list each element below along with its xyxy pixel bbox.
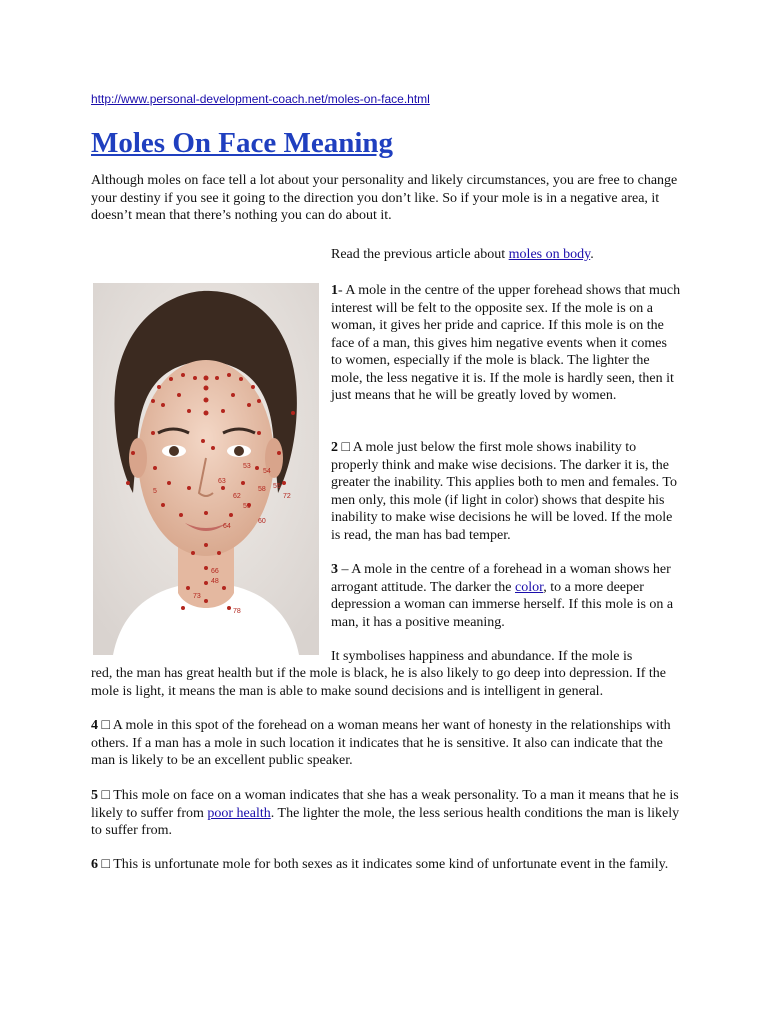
svg-text:63: 63 xyxy=(218,478,226,485)
svg-text:66: 66 xyxy=(211,568,219,575)
item-text: A mole in the centre of a forehead in a woman shows her arrogant attitude. The darker the xyxy=(331,562,671,595)
item-text: A mole in the centre of the upper forehead shows that much interest will be felt to the opposite sex. If the mole is on a woman, it gives her pride and caprice. If this mole is on the face of a man, this gives him negative events when it comes to women, especially if the mole is black. The lighter the mole, the less negative it is. If the mole is hardly seen, then it just means that he will be greatly loved by women. xyxy=(331,283,681,403)
item-separator: - xyxy=(338,283,346,298)
item-1 xyxy=(331,282,681,405)
item-text: This mole on face on a woman indicates that she has a weak personality. To a man it means that he is likely to suffer from xyxy=(91,788,679,821)
poor-health-link[interactable]: poor health xyxy=(207,805,271,821)
item-separator: □ xyxy=(98,788,114,803)
page-title: Moles On Face Meaning xyxy=(91,127,394,159)
item-text: This is unfortunate mole for both sexes as it indicates some kind of unfortunate event in the family. xyxy=(113,857,669,872)
svg-text:54: 54 xyxy=(263,468,271,475)
item-2 xyxy=(331,439,681,544)
item-number: 2 xyxy=(331,440,338,455)
previous-article-line xyxy=(331,246,681,264)
item-separator: □ xyxy=(338,440,353,455)
symbolises-paragraph: red, the man has great health but if the mole is black, he is also likely to go deep into depression. If the mole is light, it means the man is able to make sound decisions and is intelligent in general. xyxy=(91,666,667,699)
previous-text: Read the previous article about xyxy=(331,247,509,262)
svg-text:60: 60 xyxy=(258,518,266,525)
svg-text:62: 62 xyxy=(233,493,241,500)
svg-text:64: 64 xyxy=(223,523,231,530)
item-3 xyxy=(331,561,681,631)
svg-text:72: 72 xyxy=(283,493,291,500)
item-5 xyxy=(91,787,681,840)
item-text: A mole just below the first mole shows inability to properly think and make wise decisions. The darker it is, the greater the inability. This applies both to men and females. To men only, this mole (if light in color) shows that despite his inability to make wise decisions he will be loved. If the mole is read, the man has bad temper. xyxy=(331,440,677,543)
previous-period: . xyxy=(590,247,594,262)
item-separator: □ xyxy=(98,857,114,872)
intro-paragraph: Although moles on face tell a lot about your personality and likely circumstances, you are free to change your destiny if you see it going to the direction you don’t like. So if your mole is in a negative area, it doesn’t mean that there’s nothing you can do about it. xyxy=(91,173,678,223)
item-separator: – xyxy=(338,562,352,577)
moles-on-body-link[interactable]: moles on body xyxy=(508,247,591,262)
svg-text:55: 55 xyxy=(273,483,281,490)
item-number: 4 xyxy=(91,718,98,733)
svg-text:59: 59 xyxy=(243,503,251,510)
item-6 xyxy=(91,856,681,874)
svg-text:5: 5 xyxy=(153,488,157,495)
item-text: A mole in this spot of the forehead on a woman means her want of honesty in the relationships with others. If a man has a mole in such location it indicates that he is sensitive. It also can indicate that the man is likely to be an excellent public speaker. xyxy=(91,718,671,768)
svg-text:48: 48 xyxy=(211,578,219,585)
item-number: 5 xyxy=(91,788,98,803)
face-mole-map-image xyxy=(93,283,319,655)
symbolises-first-line: It symbolises happiness and abundance. If the mole is xyxy=(331,649,633,664)
svg-text:73: 73 xyxy=(193,593,201,600)
svg-text:78: 78 xyxy=(233,608,241,615)
face-illustration xyxy=(93,283,319,655)
item-text-after: . The lighter the mole, the less serious health conditions the man is likely to suffer from. xyxy=(91,805,680,838)
item-4 xyxy=(91,717,681,770)
svg-text:53: 53 xyxy=(243,463,251,470)
color-link[interactable]: color xyxy=(515,579,544,595)
source-url-link[interactable]: http://www.personal-development-coach.net/moles-on-face.html xyxy=(91,92,430,106)
svg-text:58: 58 xyxy=(258,486,266,493)
item-number: 3 xyxy=(331,562,338,577)
item-text-after: , to a more deeper depression a woman can immerse herself. If this mole is on a man, it has a positive meaning. xyxy=(331,579,674,630)
item-separator: □ xyxy=(98,718,113,733)
item-number: 1 xyxy=(331,283,338,298)
item-number: 6 xyxy=(91,857,98,872)
